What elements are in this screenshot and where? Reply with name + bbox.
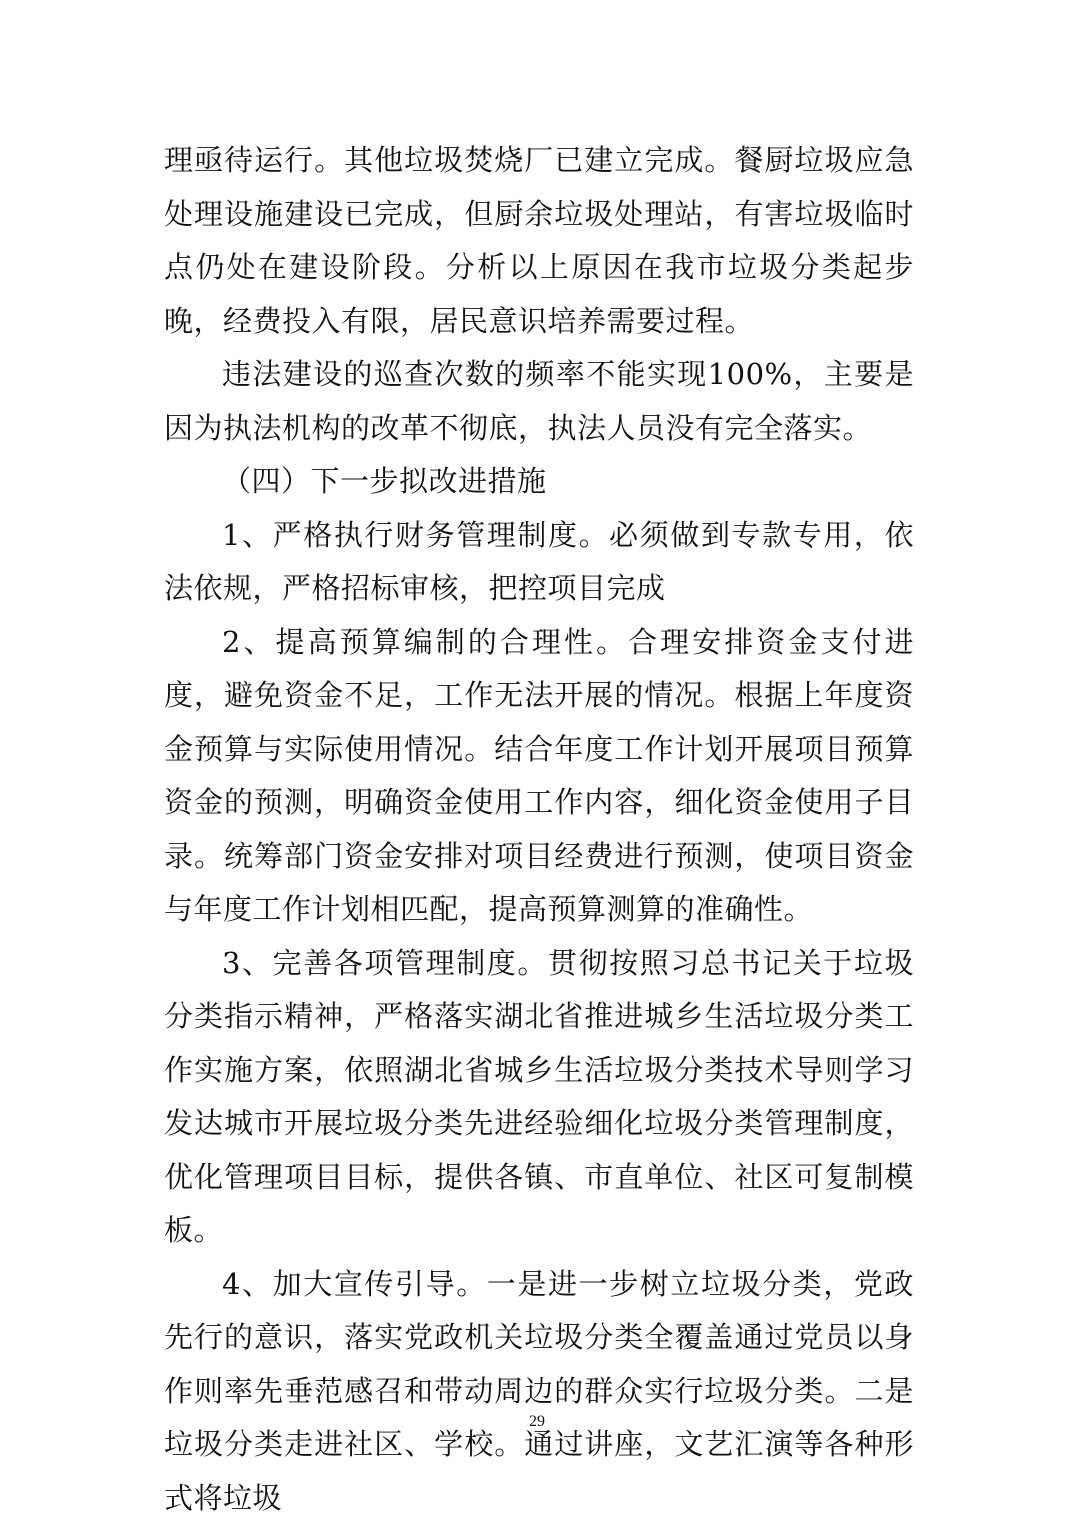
paragraph-item-1: 1、严格执行财务管理制度。必须做到专款专用，依法依规，严格招标审核，把控项目完成 bbox=[164, 509, 914, 616]
paragraph-item-4: 4、加大宣传引导。一是进一步树立垃圾分类，党政先行的意识，落实党政机关垃圾分类全覆盖通过党员以身作则率先垂范感召和带动周边的群众实行垃圾分类。二是垃圾分类走进社区、学校。通过讲座，文艺汇演等各种形式将垃圾 bbox=[164, 1258, 914, 1525]
paragraph-item-3: 3、完善各项管理制度。贯彻按照习总书记关于垃圾分类指示精神，严格落实湖北省推进城乡生活垃圾分类工作实施方案，依照湖北省城乡生活垃圾分类技术导则学习发达城市开展垃圾分类先进经验细化垃圾分类管理制度，优化管理项目目标，提供各镇、市直单位、社区可复制模板。 bbox=[164, 937, 914, 1258]
paragraph-illegal-construction: 违法建设的巡查次数的频率不能实现100%，主要是因为执法机构的改革不彻底，执法人员没有完全落实。 bbox=[164, 348, 914, 455]
page-number: 29 bbox=[0, 1413, 1074, 1431]
paragraph-item-2: 2、提高预算编制的合理性。合理安排资金支付进度，避免资金不足，工作无法开展的情况。根据上年度资金预算与实际使用情况。结合年度工作计划开展项目预算资金的预测，明确资金使用工作内容，细化资金使用子目录。统筹部门资金安排对项目经费进行预测，使项目资金与年度工作计划相匹配，提高预算测算的准确性。 bbox=[164, 616, 914, 937]
paragraph-continuation: 理亟待运行。其他垃圾焚烧厂已建立完成。餐厨垃圾应急处理设施建设已完成，但厨余垃圾处理站，有害垃圾临时点仍处在建设阶段。分析以上原因在我市垃圾分类起步晚，经费投入有限，居民意识培养需要过程。 bbox=[164, 134, 914, 348]
section-heading-improvement-measures: （四）下一步拟改进措施 bbox=[164, 455, 914, 509]
body-text bbox=[164, 134, 914, 1525]
